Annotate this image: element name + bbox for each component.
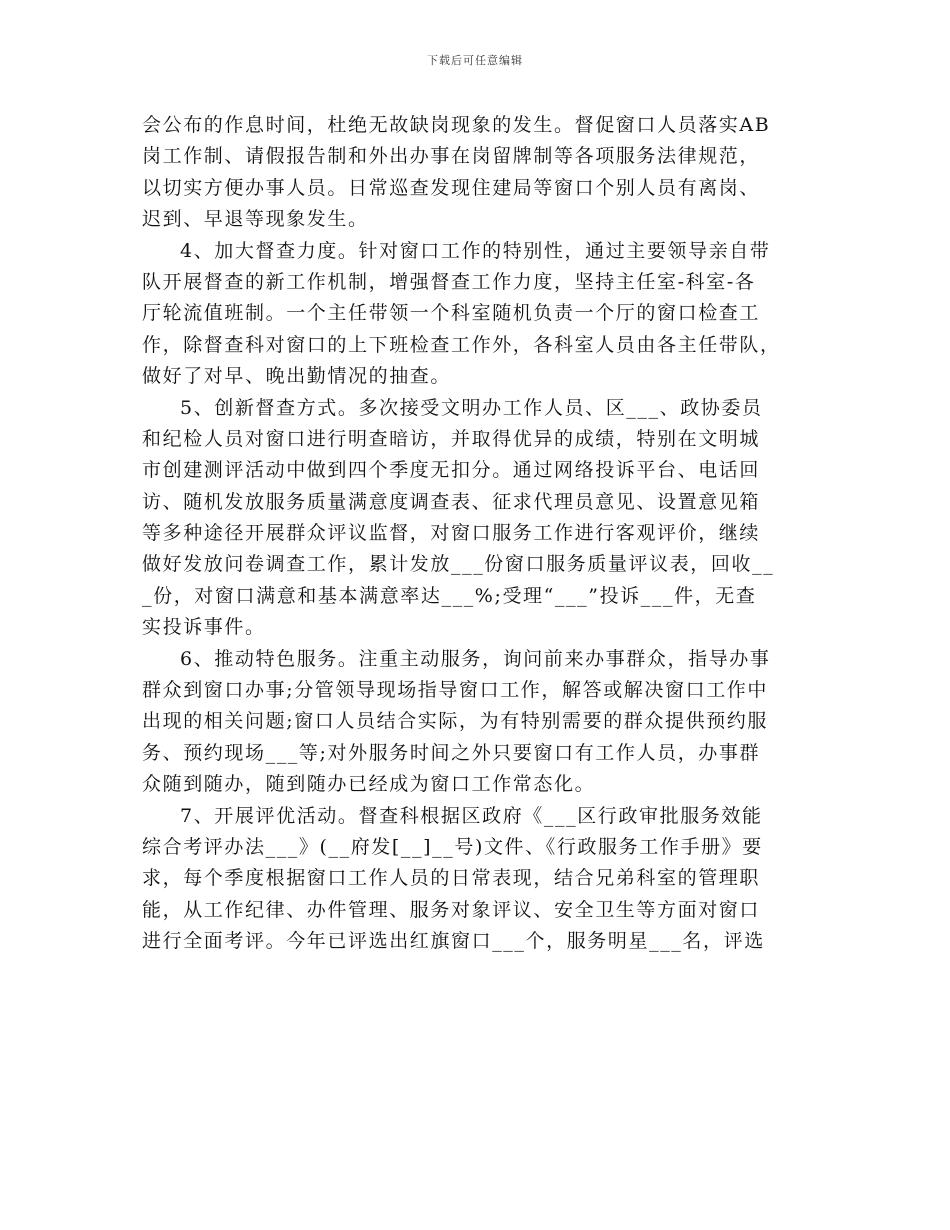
text-line: 出现的相关问题;窗口人员结合实际，为有特别需要的群众提供预约服 xyxy=(142,710,769,733)
text-line: 以切实方便办事人员。日常巡查发现住建局等窗口个别人员有离岗、 xyxy=(142,176,761,199)
text-line: 众随到随办，随到随办已经成为窗口工作常态化。 xyxy=(142,773,596,796)
text-line: 5、创新督查方式。多次接受文明办工作人员、区___、政协委员 xyxy=(180,396,763,419)
text-line: 7、开展评优活动。督查科根据区政府《___区行政审批服务效能 xyxy=(180,804,763,827)
text-line: 作，除督查科对窗口的上下班检查工作外，各科室人员由各主任带队， xyxy=(142,333,781,356)
text-line: 等多种途径开展群众评议监督，对窗口服务工作进行客观评价，继续 xyxy=(142,522,761,545)
text-line: 6、推动特色服务。注重主动服务，询问前来办事群众，指导办事 xyxy=(180,647,771,670)
text-line: 和纪检人员对窗口进行明查暗访，并取得优异的成绩，特别在文明城 xyxy=(142,427,761,450)
text-line: 能，从工作纪律、办件管理、服务对象评议、安全卫生等方面对窗口 xyxy=(142,898,761,921)
text-line: 综合考评办法___》(__府发[__]__号)文件、《行政服务工作手册》要 xyxy=(142,835,763,858)
document-body xyxy=(142,110,810,958)
page-header-note: 下载后可任意编辑 xyxy=(427,54,523,67)
text-line: 迟到、早退等现象发生。 xyxy=(142,208,369,231)
text-line: 实投诉事件。 xyxy=(142,616,266,639)
text-line: 求，每个季度根据窗口工作人员的日常表现，结合兄弟科室的管理职 xyxy=(142,867,761,890)
text-line: 厅轮流值班制。一个主任带领一个科室随机负责一个厅的窗口检查工 xyxy=(142,302,761,325)
text-line: 访、随机发放服务质量满意度调查表、征求代理员意见、设置意见箱 xyxy=(142,490,761,513)
text-line: 会公布的作息时间，杜绝无故缺岗现象的发生。督促窗口人员落实AB xyxy=(142,114,771,136)
text-line: 做好了对早、晚出勤情况的抽查。 xyxy=(142,365,452,388)
text-line: 务、预约现场___等;对外服务时间之外只要窗口有工作人员，办事群 xyxy=(142,741,761,764)
text-line: 群众到窗口办事;分管领导现场指导窗口工作，解答或解决窗口工作中 xyxy=(142,679,769,702)
text-line: 4、加大督查力度。针对窗口工作的特别性，通过主要领导亲自带 xyxy=(180,239,771,262)
text-line: 进行全面考评。今年已评选出红旗窗口___个，服务明星___名，评选 xyxy=(142,930,765,953)
text-line: _份，对窗口满意和基本满意率达___%;受理“___”投诉___件，无查 xyxy=(142,584,757,607)
text-line: 做好发放问卷调查工作，累计发放___份窗口服务质量评议表，回收__ xyxy=(142,553,775,576)
text-line: 市创建测评活动中做到四个季度无扣分。通过网络投诉平台、电话回 xyxy=(142,459,761,482)
text-line: 队开展督查的新工作机制，增强督查工作力度，坚持主任室-科室-各 xyxy=(142,270,756,293)
text-line: 岗工作制、请假报告制和外出办事在岗留牌制等各项服务法律规范， xyxy=(142,145,761,168)
